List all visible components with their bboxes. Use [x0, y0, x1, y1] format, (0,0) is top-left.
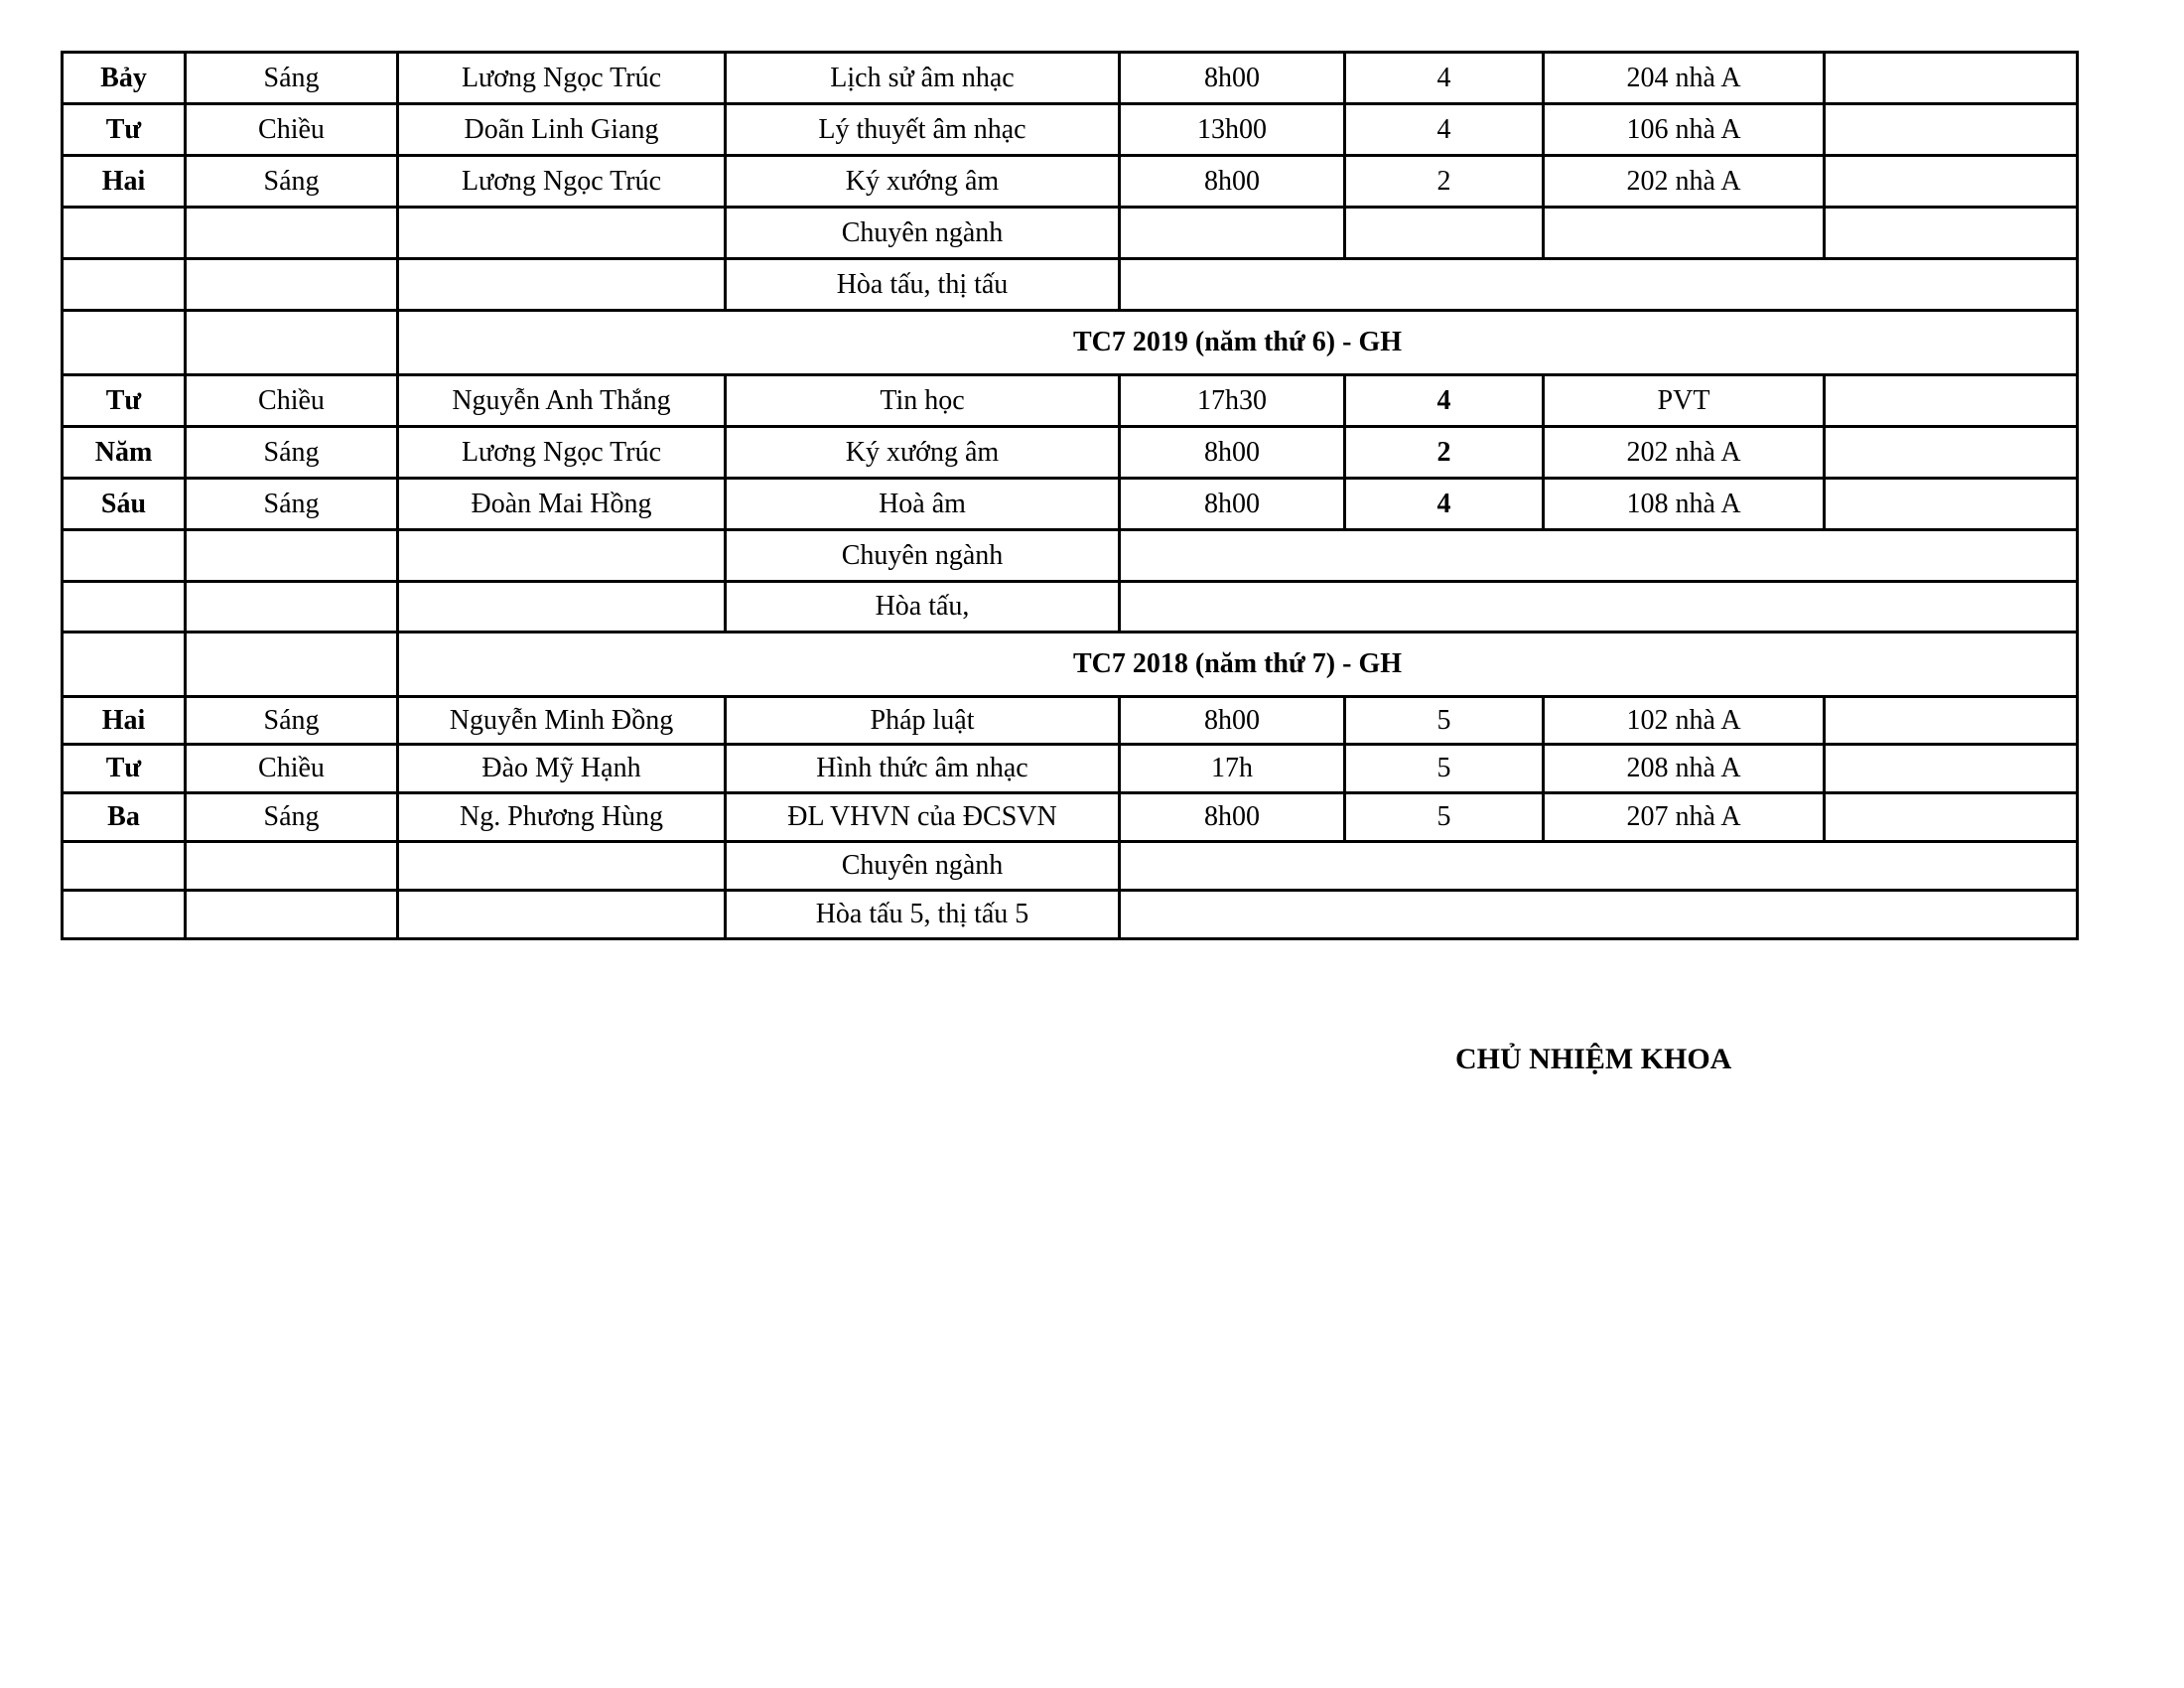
session-cell [186, 311, 398, 375]
note-cell [1825, 427, 2078, 479]
day-cell: Hai [63, 156, 186, 208]
note-cell [1825, 793, 2078, 842]
day-cell: Tư [63, 104, 186, 156]
section-row [63, 633, 2078, 697]
session-cell: Sáng [186, 793, 398, 842]
subject-cell: Ký xướng âm [726, 427, 1120, 479]
subject-cell: Hoà âm [726, 479, 1120, 530]
teacher-cell: Đào Mỹ Hạnh [398, 745, 726, 793]
table-row [63, 530, 2078, 582]
count-cell: 4 [1345, 479, 1544, 530]
room-cell: 108 nhà A [1544, 479, 1825, 530]
day-cell [63, 891, 186, 939]
time-cell [1120, 208, 1345, 259]
session-cell [186, 891, 398, 939]
signature-title: CHỦ NHIỆM KHOA [1455, 1043, 1732, 1075]
count-cell: 4 [1345, 375, 1544, 427]
note-cell [1825, 745, 2078, 793]
table-row [63, 793, 2078, 842]
table-row [63, 697, 2078, 745]
subject-cell: Chuyên ngành [726, 208, 1120, 259]
teacher-cell [398, 208, 726, 259]
count-cell: 4 [1345, 53, 1544, 104]
session-cell: Sáng [186, 697, 398, 745]
note-cell [1825, 479, 2078, 530]
session-cell [186, 582, 398, 633]
day-cell: Năm [63, 427, 186, 479]
room-cell: 202 nhà A [1544, 156, 1825, 208]
table-row [63, 582, 2078, 633]
count-cell: 5 [1345, 745, 1544, 793]
table-row [63, 479, 2078, 530]
teacher-cell [398, 530, 726, 582]
note-cell [1825, 375, 2078, 427]
merged-cell [1120, 842, 2078, 891]
teacher-cell [398, 842, 726, 891]
teacher-cell [398, 891, 726, 939]
session-cell [186, 530, 398, 582]
room-cell: 102 nhà A [1544, 697, 1825, 745]
subject-cell: Hòa tấu, [726, 582, 1120, 633]
teacher-cell: Nguyễn Anh Thắng [398, 375, 726, 427]
table-row [63, 53, 2078, 104]
room-cell: 204 nhà A [1544, 53, 1825, 104]
subject-cell: Ký xướng âm [726, 156, 1120, 208]
day-cell [63, 208, 186, 259]
note-cell [1825, 156, 2078, 208]
day-cell [63, 259, 186, 311]
session-cell: Sáng [186, 427, 398, 479]
day-cell [63, 311, 186, 375]
count-cell: 2 [1345, 156, 1544, 208]
room-cell: 202 nhà A [1544, 427, 1825, 479]
merged-cell [1120, 582, 2078, 633]
note-cell [1825, 208, 2078, 259]
table-row [63, 427, 2078, 479]
table-row [63, 104, 2078, 156]
time-cell: 17h [1120, 745, 1345, 793]
subject-cell: Chuyên ngành [726, 842, 1120, 891]
day-cell [63, 633, 186, 697]
section-title: TC7 2019 (năm thứ 6) - GH [398, 311, 2078, 375]
table-row [63, 375, 2078, 427]
merged-cell [1120, 530, 2078, 582]
subject-cell: Chuyên ngành [726, 530, 1120, 582]
session-cell: Chiều [186, 104, 398, 156]
table-row [63, 208, 2078, 259]
day-cell [63, 530, 186, 582]
subject-cell: Lý thuyết âm nhạc [726, 104, 1120, 156]
subject-cell: Hình thức âm nhạc [726, 745, 1120, 793]
teacher-cell: Lương Ngọc Trúc [398, 156, 726, 208]
count-cell: 2 [1345, 427, 1544, 479]
count-cell: 4 [1345, 104, 1544, 156]
teacher-cell: Nguyễn Minh Đồng [398, 697, 726, 745]
section-title: TC7 2018 (năm thứ 7) - GH [398, 633, 2078, 697]
teacher-cell: Doãn Linh Giang [398, 104, 726, 156]
table-row [63, 745, 2078, 793]
day-cell: Sáu [63, 479, 186, 530]
time-cell: 8h00 [1120, 697, 1345, 745]
time-cell: 8h00 [1120, 427, 1345, 479]
day-cell: Tư [63, 375, 186, 427]
room-cell: 106 nhà A [1544, 104, 1825, 156]
session-cell: Chiều [186, 375, 398, 427]
teacher-cell: Đoàn Mai Hồng [398, 479, 726, 530]
room-cell: 207 nhà A [1544, 793, 1825, 842]
subject-cell: ĐL VHVN của ĐCSVN [726, 793, 1120, 842]
subject-cell: Hòa tấu 5, thị tấu 5 [726, 891, 1120, 939]
time-cell: 17h30 [1120, 375, 1345, 427]
table-row [63, 891, 2078, 939]
session-cell: Sáng [186, 156, 398, 208]
subject-cell: Tin học [726, 375, 1120, 427]
teacher-cell: Lương Ngọc Trúc [398, 53, 726, 104]
time-cell: 8h00 [1120, 156, 1345, 208]
note-cell [1825, 53, 2078, 104]
session-cell [186, 633, 398, 697]
day-cell [63, 582, 186, 633]
day-cell: Tư [63, 745, 186, 793]
subject-cell: Pháp luật [726, 697, 1120, 745]
schedule-table [61, 51, 2079, 940]
table-row [63, 156, 2078, 208]
room-cell: 208 nhà A [1544, 745, 1825, 793]
table-row [63, 842, 2078, 891]
note-cell [1825, 697, 2078, 745]
session-cell: Sáng [186, 479, 398, 530]
room-cell [1544, 208, 1825, 259]
day-cell: Ba [63, 793, 186, 842]
session-cell: Sáng [186, 53, 398, 104]
count-cell: 5 [1345, 793, 1544, 842]
table-row [63, 259, 2078, 311]
count-cell: 5 [1345, 697, 1544, 745]
time-cell: 8h00 [1120, 479, 1345, 530]
teacher-cell: Ng. Phương Hùng [398, 793, 726, 842]
note-cell [1825, 104, 2078, 156]
session-cell [186, 208, 398, 259]
day-cell [63, 842, 186, 891]
merged-cell [1120, 891, 2078, 939]
subject-cell: Hòa tấu, thị tấu [726, 259, 1120, 311]
day-cell: Bảy [63, 53, 186, 104]
count-cell [1345, 208, 1544, 259]
teacher-cell: Lương Ngọc Trúc [398, 427, 726, 479]
section-row [63, 311, 2078, 375]
session-cell [186, 259, 398, 311]
time-cell: 13h00 [1120, 104, 1345, 156]
subject-cell: Lịch sử âm nhạc [726, 53, 1120, 104]
time-cell: 8h00 [1120, 53, 1345, 104]
room-cell: PVT [1544, 375, 1825, 427]
teacher-cell [398, 582, 726, 633]
time-cell: 8h00 [1120, 793, 1345, 842]
session-cell [186, 842, 398, 891]
day-cell: Hai [63, 697, 186, 745]
teacher-cell [398, 259, 726, 311]
merged-cell [1120, 259, 2078, 311]
session-cell: Chiều [186, 745, 398, 793]
